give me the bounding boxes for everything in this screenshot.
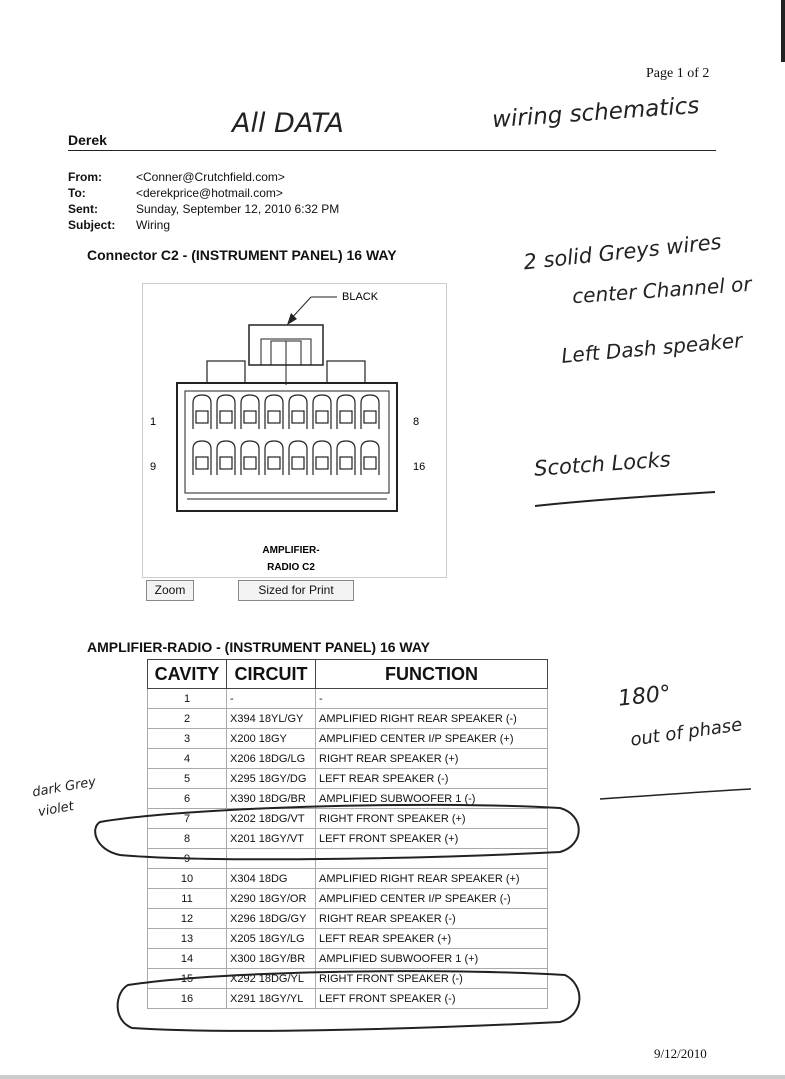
cavity-terminal [244,457,256,469]
column-header-function: FUNCTION [316,660,548,689]
table-row [148,709,548,729]
function-cell: - [316,849,548,869]
cavity-terminal [196,457,208,469]
cavity-cell: 8 [148,829,227,849]
to-label: To: [68,186,86,200]
cavity-terminal [268,411,280,423]
table-row [148,729,548,749]
column-header-circuit: CIRCUIT [227,660,316,689]
scan-bottom-edge [0,1075,785,1079]
table-row [148,989,548,1009]
cavity-terminal [220,457,232,469]
table-row [148,969,548,989]
table-row [148,949,548,969]
pin-label-1: 1 [150,416,157,428]
cavity-cell: 16 [148,989,227,1009]
cavity-terminal [340,411,352,423]
circuit-cell: - [227,689,316,709]
function-cell: AMPLIFIED RIGHT REAR SPEAKER (-) [316,709,548,729]
table-row [148,749,548,769]
handwritten-all-data: All DATA [232,108,344,139]
function-cell: LEFT FRONT SPEAKER (+) [316,829,548,849]
from-label: From: [68,170,102,184]
circuit-cell: - [227,849,316,869]
handwritten-note-line2: center Channel or [571,271,753,309]
cavity-cell: 14 [148,949,227,969]
pin-label-16: 16 [413,461,426,473]
table-row [148,889,548,909]
cavity-cell: 13 [148,929,227,949]
function-cell: RIGHT FRONT SPEAKER (-) [316,969,548,989]
cavity-terminal [268,457,280,469]
circuit-cell: X200 18GY [227,729,316,749]
function-cell: AMPLIFIED SUBWOOFER 1 (-) [316,789,548,809]
cavity-cell: 10 [148,869,227,889]
circuit-cell: X291 18GY/YL [227,989,316,1009]
cavity-terminal [220,411,232,423]
circuit-cell: X304 18DG [227,869,316,889]
circuit-cell: X292 18DG/YL [227,969,316,989]
circuit-cell: X201 18GY/VT [227,829,316,849]
function-cell: AMPLIFIED CENTER I/P SPEAKER (-) [316,889,548,909]
function-cell: RIGHT REAR SPEAKER (-) [316,909,548,929]
handwritten-violet: violet [36,798,75,821]
cavity-cell: 12 [148,909,227,929]
cavity-row-bottom [193,441,379,475]
cavity-row-top [193,395,379,429]
cavity-cell: 4 [148,749,227,769]
handwritten-out-of-phase: out of phase [629,714,744,751]
function-cell: RIGHT FRONT SPEAKER (+) [316,809,548,829]
circuit-cell: X202 18DG/VT [227,809,316,829]
cavity-cell: 2 [148,709,227,729]
from-value: <Conner@Crutchfield.com> [136,170,285,184]
function-cell: LEFT FRONT SPEAKER (-) [316,989,548,1009]
cavity-table [147,659,548,1009]
function-cell: - [316,689,548,709]
circuit-cell: X394 18YL/GY [227,709,316,729]
connector-diagram-panel [142,283,447,578]
connector-color-label: BLACK [342,291,379,303]
circuit-cell: X206 18DG/LG [227,749,316,769]
cavity-cell: 3 [148,729,227,749]
circuit-cell: X300 18GY/BR [227,949,316,969]
table-row [148,789,548,809]
sender-name: Derek [68,132,107,148]
function-cell: AMPLIFIED CENTER I/P SPEAKER (+) [316,729,548,749]
table-row [148,829,548,849]
print-date: 9/12/2010 [654,1046,707,1061]
sized-for-print-button[interactable]: Sized for Print [238,580,354,601]
cavity-cell: 1 [148,689,227,709]
cavity-terminal [340,457,352,469]
pin-label-8: 8 [413,416,420,428]
function-cell: LEFT REAR SPEAKER (+) [316,929,548,949]
circuit-cell: X290 18GY/OR [227,889,316,909]
connector-title: Connector C2 - (INSTRUMENT PANEL) 16 WAY [87,247,397,263]
cavity-terminal [244,411,256,423]
page-number: Page 1 of 2 [646,66,710,81]
handwritten-note-line1: 2 solid Greys wires [522,229,723,275]
handwritten-wiring-schematics: wiring schematics [491,92,701,134]
table-row [148,769,548,789]
cavity-terminal [316,457,328,469]
cavity-cell: 9 [148,849,227,869]
function-cell: AMPLIFIED RIGHT REAR SPEAKER (+) [316,869,548,889]
column-header-cavity: CAVITY [148,660,227,689]
table-row [148,849,548,869]
table-row [148,929,548,949]
function-cell: RIGHT REAR SPEAKER (+) [316,749,548,769]
handwritten-dark-grey: dark Grey [31,774,98,801]
cavity-cell: 5 [148,769,227,789]
handwritten-note-line3: Left Dash speaker [560,328,744,368]
handwritten-underline-phase [596,784,756,804]
header-rule [68,150,716,151]
circuit-cell: X295 18GY/DG [227,769,316,789]
table-row [148,689,548,709]
to-value: <derekprice@hotmail.com> [136,186,283,200]
circuit-cell: X205 18GY/LG [227,929,316,949]
table-row [148,869,548,889]
sent-label: Sent: [68,202,98,216]
handwritten-180-degrees: 180° [616,681,673,712]
subject-label: Subject: [68,218,116,232]
page-edge-shadow [781,0,785,62]
table-title: AMPLIFIER-RADIO - (INSTRUMENT PANEL) 16 WAY [87,639,431,655]
zoom-button[interactable]: Zoom [146,580,194,601]
cavity-cell: 15 [148,969,227,989]
cavity-terminal [292,457,304,469]
cavity-terminal [364,457,376,469]
email-header [68,169,339,233]
cavity-cell: 7 [148,809,227,829]
pin-label-9: 9 [150,461,157,473]
connector-caption-line2: RADIO C2 [267,562,315,573]
circuit-cell: X390 18DG/BR [227,789,316,809]
table-row [148,809,548,829]
cavity-terminal [364,411,376,423]
sent-value: Sunday, September 12, 2010 6:32 PM [136,202,340,216]
connector-diagram [143,284,446,577]
cavity-cell: 6 [148,789,227,809]
handwritten-underline-scotch [530,484,720,514]
connector-caption-line1: AMPLIFIER- [262,545,320,556]
cavity-cell: 11 [148,889,227,909]
circuit-cell: X296 18DG/GY [227,909,316,929]
table-row [148,909,548,929]
handwritten-scotch-locks: Scotch Locks [533,447,672,481]
function-cell: AMPLIFIED SUBWOOFER 1 (+) [316,949,548,969]
cavity-terminal [292,411,304,423]
cavity-terminal [316,411,328,423]
subject-value: Wiring [136,218,171,232]
function-cell: LEFT REAR SPEAKER (-) [316,769,548,789]
cavity-terminal [196,411,208,423]
